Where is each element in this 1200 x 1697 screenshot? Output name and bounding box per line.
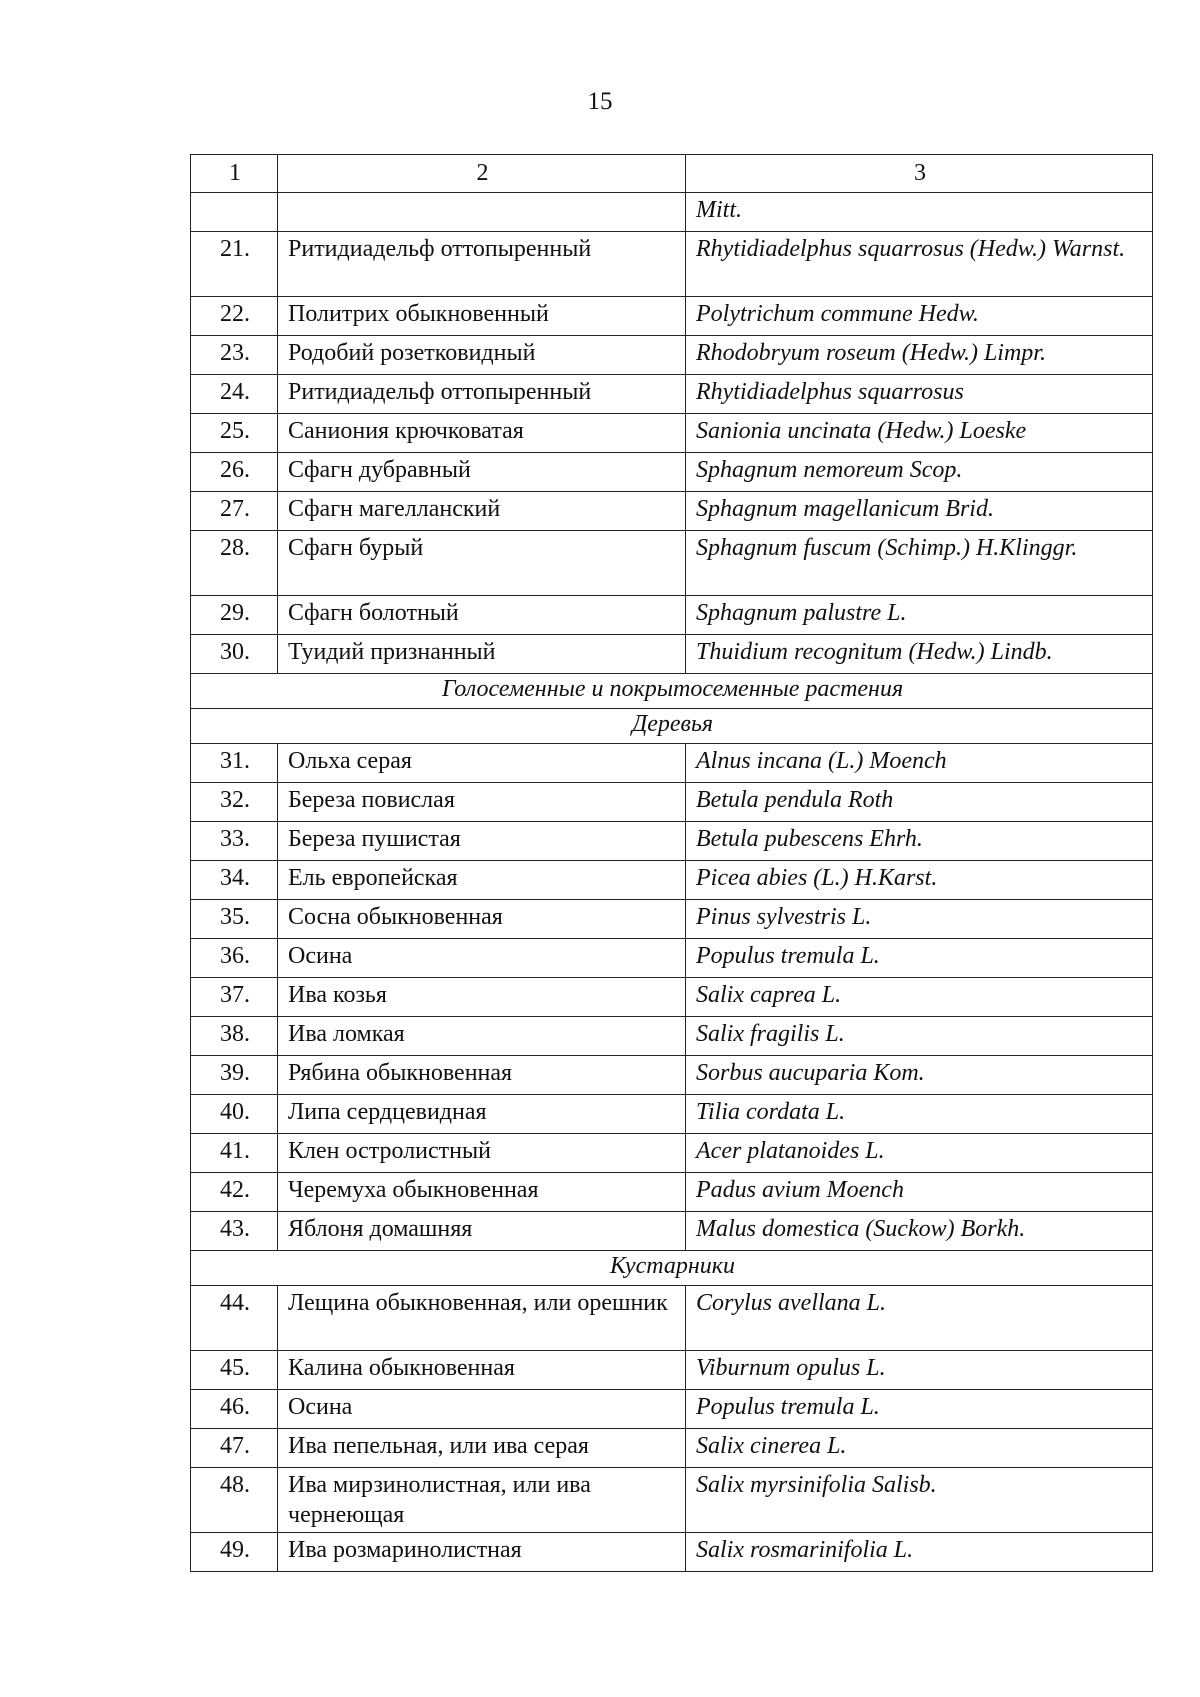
row-number: 24. bbox=[191, 375, 278, 414]
row-number: 48. bbox=[191, 1468, 278, 1533]
table-row bbox=[191, 414, 1153, 453]
table-row bbox=[191, 822, 1153, 861]
table-row bbox=[191, 531, 1153, 596]
latin-name: Sanionia uncinata (Hedw.) Loeske bbox=[686, 414, 1153, 453]
russian-name: Ольха серая bbox=[278, 744, 686, 783]
latin-name: Populus tremula L. bbox=[686, 939, 1153, 978]
russian-name: Липа сердцевидная bbox=[278, 1095, 686, 1134]
latin-name: Padus avium Moench bbox=[686, 1173, 1153, 1212]
latin-name: Alnus incana (L.) Moench bbox=[686, 744, 1153, 783]
row-number: 33. bbox=[191, 822, 278, 861]
russian-name: Клен остролистный bbox=[278, 1134, 686, 1173]
row-number: 32. bbox=[191, 783, 278, 822]
russian-name: Сфагн магелланский bbox=[278, 492, 686, 531]
row-number: 21. bbox=[191, 232, 278, 297]
row-number: 38. bbox=[191, 1017, 278, 1056]
table-row bbox=[191, 232, 1153, 297]
row-number: 41. bbox=[191, 1134, 278, 1173]
section-heading: Деревья bbox=[191, 709, 1153, 744]
table-row bbox=[191, 1173, 1153, 1212]
latin-name: Rhodobryum roseum (Hedw.) Limpr. bbox=[686, 336, 1153, 375]
row-number: 42. bbox=[191, 1173, 278, 1212]
latin-name: Viburnum opulus L. bbox=[686, 1351, 1153, 1390]
russian-name bbox=[278, 193, 686, 232]
russian-name: Лещина обыкновенная, или орешник bbox=[278, 1286, 686, 1351]
row-number: 46. bbox=[191, 1390, 278, 1429]
russian-name: Туидий признанный bbox=[278, 635, 686, 674]
page-number: 15 bbox=[587, 88, 613, 115]
table-row bbox=[191, 783, 1153, 822]
russian-name: Сфагн дубравный bbox=[278, 453, 686, 492]
row-number: 29. bbox=[191, 596, 278, 635]
russian-name: Ива розмаринолистная bbox=[278, 1533, 686, 1572]
latin-name: Mitt. bbox=[686, 193, 1153, 232]
table-row bbox=[191, 1134, 1153, 1173]
latin-name: Malus domestica (Suckow) Borkh. bbox=[686, 1212, 1153, 1251]
table-row bbox=[191, 1351, 1153, 1390]
russian-name: Ритидиадельф оттопыренный bbox=[278, 375, 686, 414]
row-number: 36. bbox=[191, 939, 278, 978]
table-row bbox=[191, 1533, 1153, 1572]
section-row bbox=[191, 709, 1153, 744]
table-row bbox=[191, 900, 1153, 939]
section-row bbox=[191, 674, 1153, 709]
row-number: 43. bbox=[191, 1212, 278, 1251]
russian-name: Саниония крючковатая bbox=[278, 414, 686, 453]
russian-name: Сфагн болотный bbox=[278, 596, 686, 635]
section-row bbox=[191, 1251, 1153, 1286]
table-row bbox=[191, 1212, 1153, 1251]
table-row bbox=[191, 1390, 1153, 1429]
table-row bbox=[191, 861, 1153, 900]
table-row bbox=[191, 193, 1153, 232]
table-body bbox=[191, 193, 1153, 1572]
russian-name: Яблоня домашняя bbox=[278, 1212, 686, 1251]
column-header-number: 1 bbox=[191, 155, 278, 193]
row-number: 25. bbox=[191, 414, 278, 453]
table-row bbox=[191, 1468, 1153, 1533]
table-header-row bbox=[191, 155, 1153, 193]
latin-name: Betula pubescens Ehrh. bbox=[686, 822, 1153, 861]
table-row bbox=[191, 1017, 1153, 1056]
table-row bbox=[191, 1429, 1153, 1468]
row-number: 39. bbox=[191, 1056, 278, 1095]
row-number: 30. bbox=[191, 635, 278, 674]
russian-name: Сфагн бурый bbox=[278, 531, 686, 596]
table-row bbox=[191, 635, 1153, 674]
table-row bbox=[191, 939, 1153, 978]
row-number: 47. bbox=[191, 1429, 278, 1468]
table-row bbox=[191, 1286, 1153, 1351]
column-header-latin-name: 3 bbox=[686, 155, 1153, 193]
russian-name: Ель европейская bbox=[278, 861, 686, 900]
russian-name: Сосна обыкновенная bbox=[278, 900, 686, 939]
row-number: 35. bbox=[191, 900, 278, 939]
latin-name: Rhytidiadelphus squarrosus (Hedw.) Warnst. bbox=[686, 232, 1153, 297]
row-number: 44. bbox=[191, 1286, 278, 1351]
latin-name: Populus tremula L. bbox=[686, 1390, 1153, 1429]
table-row bbox=[191, 336, 1153, 375]
section-heading: Голосеменные и покрытосеменные растения bbox=[191, 674, 1153, 709]
section-heading: Кустарники bbox=[191, 1251, 1153, 1286]
russian-name: Береза пушистая bbox=[278, 822, 686, 861]
latin-name: Sphagnum magellanicum Brid. bbox=[686, 492, 1153, 531]
latin-name: Picea abies (L.) H.Karst. bbox=[686, 861, 1153, 900]
row-number: 27. bbox=[191, 492, 278, 531]
column-header-russian-name: 2 bbox=[278, 155, 686, 193]
row-number: 40. bbox=[191, 1095, 278, 1134]
row-number: 23. bbox=[191, 336, 278, 375]
table-row bbox=[191, 978, 1153, 1017]
table-row bbox=[191, 1095, 1153, 1134]
latin-name: Sphagnum nemoreum Scop. bbox=[686, 453, 1153, 492]
row-number: 22. bbox=[191, 297, 278, 336]
latin-name: Corylus avellana L. bbox=[686, 1286, 1153, 1351]
row-number: 45. bbox=[191, 1351, 278, 1390]
russian-name: Ритидиадельф оттопыренный bbox=[278, 232, 686, 297]
table-row bbox=[191, 375, 1153, 414]
russian-name: Ива ломкая bbox=[278, 1017, 686, 1056]
russian-name: Политрих обыкновенный bbox=[278, 297, 686, 336]
row-number: 34. bbox=[191, 861, 278, 900]
table-row bbox=[191, 744, 1153, 783]
latin-name: Betula pendula Roth bbox=[686, 783, 1153, 822]
russian-name: Рябина обыкновенная bbox=[278, 1056, 686, 1095]
russian-name: Осина bbox=[278, 1390, 686, 1429]
table-row bbox=[191, 1056, 1153, 1095]
latin-name: Polytrichum commune Hedw. bbox=[686, 297, 1153, 336]
latin-name: Salix cinerea L. bbox=[686, 1429, 1153, 1468]
latin-name: Salix rosmarinifolia L. bbox=[686, 1533, 1153, 1572]
row-number: 37. bbox=[191, 978, 278, 1017]
latin-name: Tilia cordata L. bbox=[686, 1095, 1153, 1134]
latin-name: Rhytidiadelphus squarrosus bbox=[686, 375, 1153, 414]
russian-name: Ива пепельная, или ива серая bbox=[278, 1429, 686, 1468]
table-row bbox=[191, 596, 1153, 635]
latin-name: Sphagnum fuscum (Schimp.) H.Klinggr. bbox=[686, 531, 1153, 596]
species-table bbox=[190, 154, 1153, 1572]
russian-name: Ива мирзинолистная, или ива чернеющая bbox=[278, 1468, 686, 1533]
latin-name: Pinus sylvestris L. bbox=[686, 900, 1153, 939]
row-number: 49. bbox=[191, 1533, 278, 1572]
latin-name: Salix myrsinifolia Salisb. bbox=[686, 1468, 1153, 1533]
latin-name: Salix fragilis L. bbox=[686, 1017, 1153, 1056]
table-row bbox=[191, 453, 1153, 492]
row-number bbox=[191, 193, 278, 232]
latin-name: Thuidium recognitum (Hedw.) Lindb. bbox=[686, 635, 1153, 674]
russian-name: Ива козья bbox=[278, 978, 686, 1017]
russian-name: Родобий розетковидный bbox=[278, 336, 686, 375]
russian-name: Осина bbox=[278, 939, 686, 978]
russian-name: Береза повислая bbox=[278, 783, 686, 822]
russian-name: Черемуха обыкновенная bbox=[278, 1173, 686, 1212]
table-row bbox=[191, 492, 1153, 531]
russian-name: Калина обыкновенная bbox=[278, 1351, 686, 1390]
latin-name: Salix caprea L. bbox=[686, 978, 1153, 1017]
latin-name: Acer platanoides L. bbox=[686, 1134, 1153, 1173]
table-row bbox=[191, 297, 1153, 336]
row-number: 26. bbox=[191, 453, 278, 492]
latin-name: Sphagnum palustre L. bbox=[686, 596, 1153, 635]
latin-name: Sorbus aucuparia Kom. bbox=[686, 1056, 1153, 1095]
row-number: 28. bbox=[191, 531, 278, 596]
row-number: 31. bbox=[191, 744, 278, 783]
